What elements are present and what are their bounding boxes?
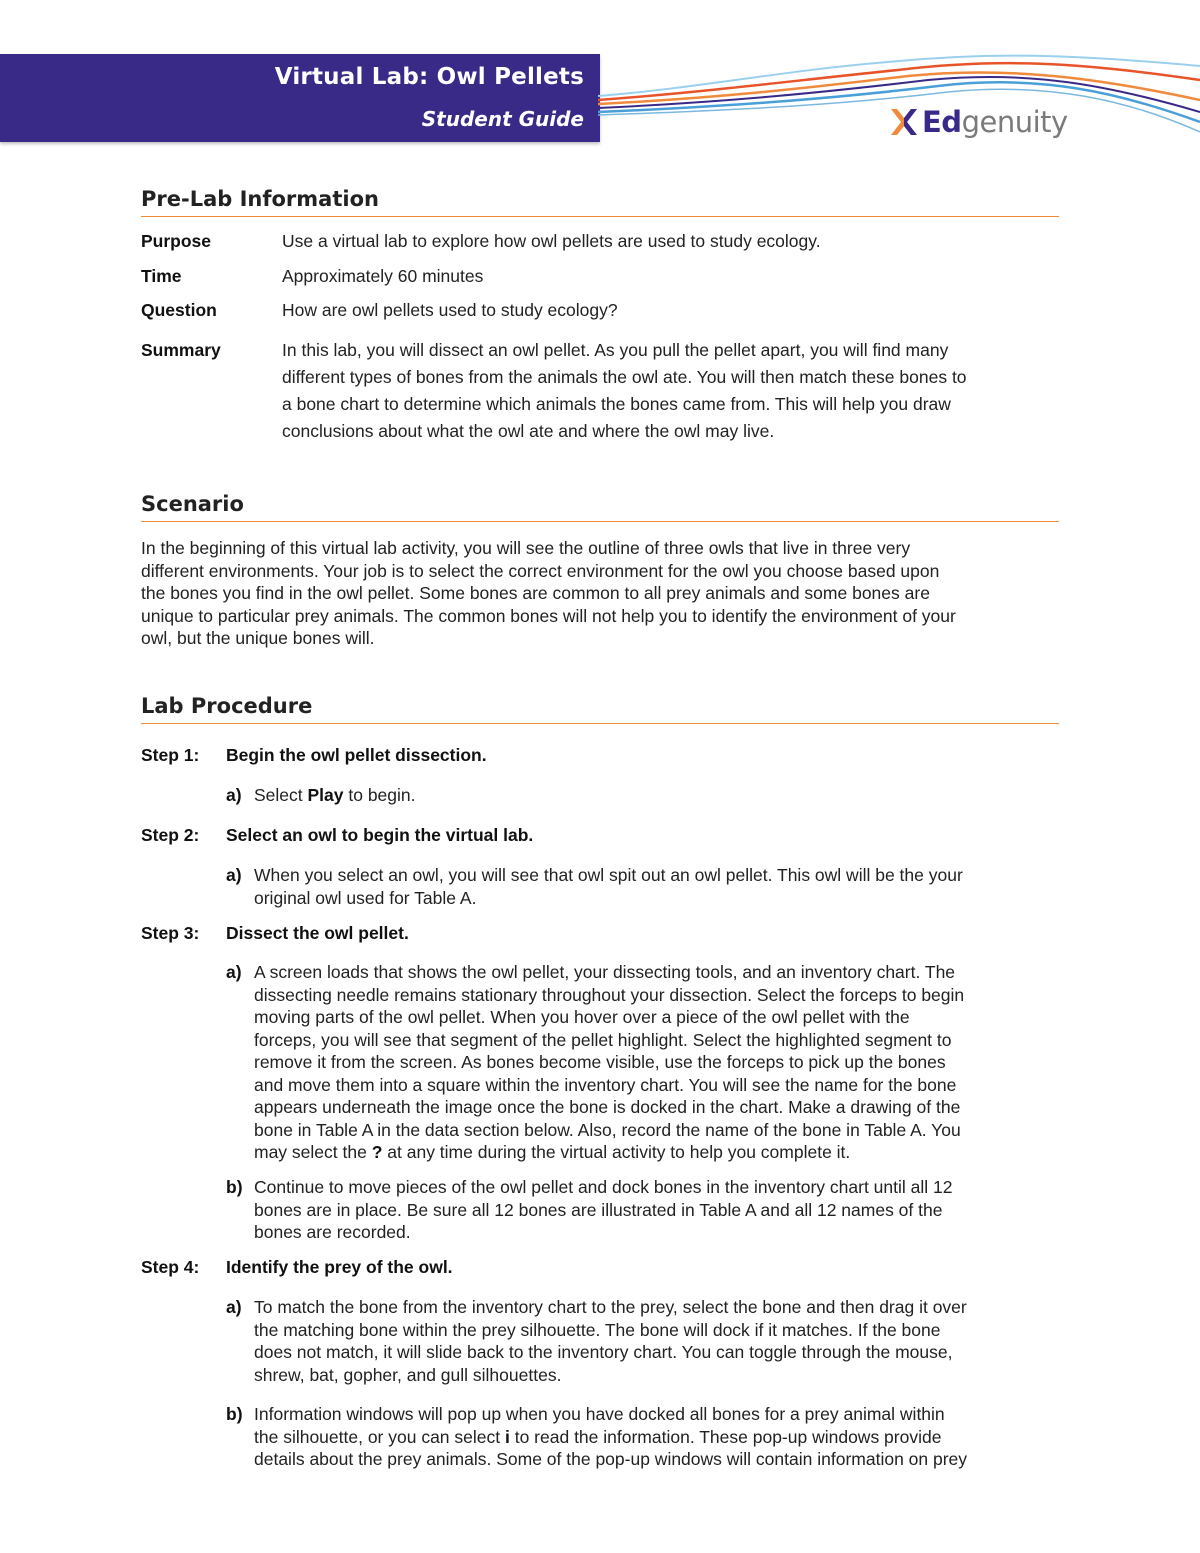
- scenario-text: [141, 537, 1061, 650]
- question-label: Question: [141, 300, 217, 320]
- procedure-heading: Lab Procedure: [141, 694, 1059, 724]
- step-3a-text: A screen loads that shows the owl pellet, your dissecting tools, and an inventory chart. The dissecting needle remains stationary throughout your dissection. Select the forceps to begin moving parts of the owl pellet. When you hover over a piece of the owl pellet with the forceps, you will see that segment of the pellet highlight. Select the highlighted segment to remove it from the screen. As bones become visible, use the forceps to pick up the bones and move them into a square within the inventory chart. You will see the name for the bone appears underneath the image once the bone is docked in the chart. Make a drawing of the bone in Table A in the data section below. Also, record the name of the bone in Table A. You may select the ? at any time during the virtual activity to help you complete it.: [254, 962, 965, 1162]
- step-4b-letter: b): [226, 1404, 243, 1424]
- edgenuity-logo: [888, 102, 1068, 142]
- step-4b: [226, 1403, 1061, 1471]
- play-keyword: Play: [307, 785, 344, 805]
- question-value: How are owl pellets used to study ecology?: [282, 300, 618, 320]
- step-3-title: Dissect the owl pellet.: [226, 923, 409, 943]
- step-3b-letter: b): [226, 1177, 243, 1197]
- step-1-heading: [141, 745, 1061, 766]
- step-2a-letter: a): [226, 865, 242, 885]
- logo-wordmark: Edgenuity: [922, 104, 1068, 139]
- summary-line: a bone chart to determine which animals the bones came from. This will help you draw: [282, 394, 951, 414]
- title-banner: [0, 54, 600, 142]
- step-4-title: Identify the prey of the owl.: [226, 1257, 453, 1277]
- summary-value: [282, 337, 1062, 445]
- scenario-line: In the beginning of this virtual lab activity, you will see the outline of three owls that live in three very: [141, 538, 911, 558]
- step-1a-text: Select Play to begin.: [254, 785, 416, 805]
- step-3b: [226, 1176, 1061, 1244]
- summary-label: Summary: [141, 340, 221, 360]
- step-2-heading: [141, 825, 1061, 846]
- step-1a-letter: a): [226, 785, 242, 805]
- edgenuity-x-icon: [888, 106, 920, 138]
- summary-line: In this lab, you will dissect an owl pellet. As you pull the pellet apart, you will find many: [282, 340, 949, 360]
- step-1a: [226, 784, 1061, 807]
- help-question-mark: ?: [371, 1142, 383, 1162]
- step-3-heading: [141, 923, 1061, 944]
- step-4a-text: To match the bone from the inventory chart to the prey, select the bone and then drag it over the matching bone within the prey silhouette. The bone will dock if it matches. If the bone does not match, it will slide back to the inventory chart. You can toggle through the mouse, shrew, bat, gopher, and gull silhouettes.: [254, 1297, 967, 1385]
- summary-line: different types of bones from the animals the owl ate. You will then match these bones to: [282, 367, 967, 387]
- step-2-title: Select an owl to begin the virtual lab.: [226, 825, 534, 845]
- step-1-title: Begin the owl pellet dissection.: [226, 745, 487, 765]
- document-title: Virtual Lab: Owl Pellets: [274, 64, 584, 90]
- scenario-heading: Scenario: [141, 492, 1059, 522]
- step-4b-text: Information windows will pop up when you have docked all bones for a prey animal within the silhouette, or you can select i to read the information. These pop-up windows provide details about the prey animals. Some of the pop-up windows will contain information on prey: [254, 1404, 968, 1469]
- scenario-line: unique to particular prey animals. The common bones will not help you to identify the environment of your: [141, 605, 956, 626]
- step-3a: [226, 961, 1061, 1164]
- scenario-line: different environments. Your job is to select the correct environment for the owl you choose based upon: [141, 560, 940, 581]
- purpose-label: Purpose: [141, 231, 212, 251]
- step-4-heading: [141, 1257, 1061, 1278]
- step-1-number: Step 1:: [141, 745, 200, 765]
- step-2a: [226, 864, 1061, 909]
- step-4a-letter: a): [226, 1297, 242, 1317]
- time-value: Approximately 60 minutes: [282, 266, 484, 286]
- step-3b-text: Continue to move pieces of the owl pellet and dock bones in the inventory chart until all 12 bones are in place. Be sure all 12 bones are illustrated in Table A and all 12 names of the bones are recorded.: [254, 1177, 953, 1242]
- time-label: Time: [141, 266, 182, 286]
- step-2-number: Step 2:: [141, 825, 200, 845]
- step-3a-letter: a): [226, 962, 242, 982]
- scenario-line: owl, but the unique bones will.: [141, 628, 375, 648]
- info-i-keyword: i: [504, 1426, 510, 1447]
- summary-line: conclusions about what the owl ate and where the owl may live.: [282, 421, 775, 441]
- step-4-number: Step 4:: [141, 1257, 200, 1277]
- prelab-heading: Pre-Lab Information: [141, 187, 1059, 217]
- step-2a-text: When you select an owl, you will see that owl spit out an owl pellet. This owl will be the your original owl used for Table A.: [254, 865, 963, 908]
- document-subtitle: Student Guide: [421, 107, 584, 131]
- step-3-number: Step 3:: [141, 923, 200, 943]
- purpose-value: Use a virtual lab to explore how owl pellets are used to study ecology.: [282, 231, 821, 251]
- step-4a: [226, 1296, 1061, 1386]
- scenario-line: the bones you find in the owl pellet. Some bones are common to all prey animals and some bones are: [141, 583, 930, 603]
